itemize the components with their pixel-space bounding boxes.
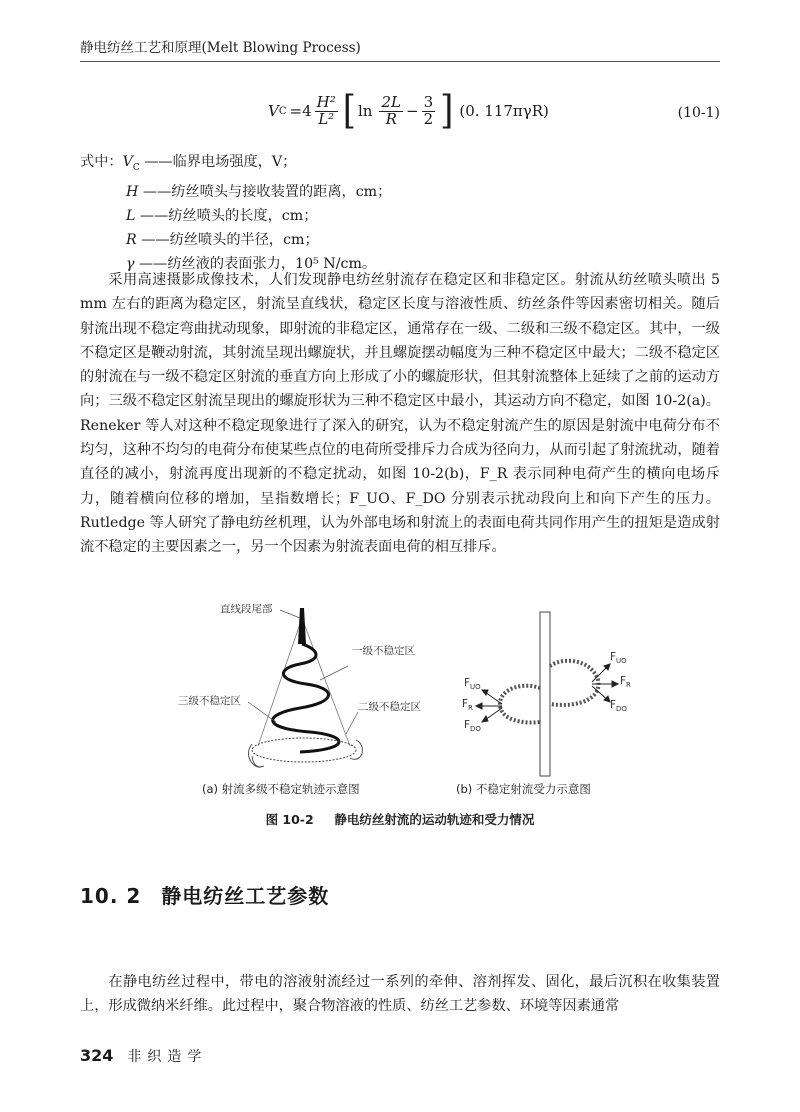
leader-tail [280,610,300,618]
symbol-definitions [80,150,391,276]
running-header: 静电纺丝工艺和原理(Melt Blowing Process) [80,40,361,56]
header-rule [80,61,720,62]
page-number: 324 [80,1046,114,1065]
label-fr-left-main: F [462,698,469,710]
perturbed-segment-left [500,686,540,723]
label-fdo-right-sub: DO [616,705,627,713]
eq-left-bracket: [ [342,88,356,134]
def-symbol: L [126,207,136,224]
eq-frac1-den: L² [318,109,335,128]
subcaption-b: (b) 不稳定射流受力示意图 [456,782,591,796]
eq-ln: ln [358,102,373,120]
figure-caption [0,810,800,828]
eq-lhs: V [268,102,279,120]
label-fdo-left-sub: DO [470,725,481,733]
label-fr-right-main: F [620,675,627,687]
label-fdo-left [464,719,481,733]
label-fr-right-sub: R [626,681,631,689]
eq-lhs-sub: C [278,105,287,117]
def-text: ——纺丝喷头的半径，cm； [136,231,319,248]
primary-spiral [273,644,339,752]
label-fdo-left-main: F [464,719,471,731]
label-fuo-left [464,677,481,691]
caption-number: 图 10-2 [265,812,314,827]
section-title: 静电纺丝工艺参数 [161,884,330,908]
label-fuo-left-sub: UO [470,683,481,691]
figure-10-2 [160,604,660,800]
eq-frac1-num: H² [316,92,336,111]
definition-row [80,228,391,252]
label-fr-left-sub: R [468,704,473,712]
def-symbol: V [122,154,133,170]
def-symbol: γ [126,255,135,272]
label-fr-right [620,675,631,689]
figure-a-diagram [178,604,421,796]
body-paragraph-2: 在静电纺丝过程中，带电的溶液射流经过一系列的牵伸、溶剂挥发、固化，最后沉积在收集装置上，形成微纳米纤维。此过程中，聚合物溶液的性质、纺丝工艺参数、环境等因素通常 [80,974,720,1015]
definition-row [80,180,391,204]
book-title: 非织造学 [127,1049,208,1065]
eq-tail: (0. 117πγR) [459,102,549,120]
subcaption-a: (a) 射流多级不稳定轨迹示意图 [202,782,360,796]
definition-row [80,204,391,228]
definition-row [80,150,391,180]
label-fuo-left-main: F [464,677,471,689]
label-second-instability: 二级不稳定区 [358,701,421,713]
straight-jet-tail [298,608,306,644]
perturbed-segment-right [550,661,598,705]
eq-frac-h-l [315,92,338,128]
definitions-intro: 式中： [80,154,123,170]
def-symbol: R [126,231,137,248]
eq-frac-3-2 [422,92,436,128]
def-text: ——纺丝喷头与接收装置的距离，cm； [138,183,392,200]
jet-column [540,612,550,776]
label-first-instability: 一级不稳定区 [352,645,415,657]
label-straight-tail: 直线段尾部 [220,604,273,615]
equation-10-1 [268,86,549,136]
tertiary-coil-left [248,744,264,767]
body-paragraph-1: 采用高速摄影成像技术，人们发现静电纺丝射流存在稳定区和非稳定区。射流从纺丝喷头喷出 5 mm 左右的距离为稳定区，射流呈直线状，稳定区长度与溶液性质、纺丝条件等因素密切相关。随后射流出现不稳定弯曲扰动现象，即射流的非稳定区，通常存在一级、二级和三级不稳定区。其中，一级不稳定区是鞭动射流，其射流呈现出螺旋状，并且螺旋摆动幅度为三种不稳定区中最大；二级不稳定区的射流在与一级不稳定区射流的垂直方向上形成了小的螺旋形状，但其射流整体上延续了之前的运动方向；三级不稳定区射流呈现出的螺旋形状为三种不稳定区中最小，其运动方向不稳定，如图 10-2(a)。Reneker 等人对这种不稳定现象进行了深入的研究，认为不稳定射流产生的原因是射流中电荷分布不均匀，这种不均匀的电荷分布使某些点位的电荷所受排斥力合成为径向力，从而引起了射流扰动，随着直径的减小，射流再度出现新的不稳定扰动，如图 10-2(b)，F_R 表示同种电荷产生的横向电场斥力，随着横向位移的增加，呈指数增长；F_UO、F_DO 分别表示扰动段向上和向下产生的压力。Rutledge 等人研究了静电纺丝机理，认为外部电场和射流上的表面电荷共同作用产生的扭矩是造成射流不稳定的主要因素之一，另一个因素为射流表面电荷的相互排斥。 [80,272,720,556]
eq-frac-2l-r [379,92,403,128]
force-arrows [476,664,618,722]
cone-right-edge [302,618,350,746]
eq-frac2-den: R [385,109,397,128]
figure-b-diagram [456,612,631,796]
label-fuo-right-sub: UO [616,657,627,665]
eq-frac3-den: 2 [423,109,434,128]
def-text: ——纺丝液的表面张力，10⁵ N/cm。 [134,255,377,272]
page-footer [80,1046,207,1066]
label-third-instability: 三级不稳定区 [178,695,241,707]
eq-equals: =4 [289,102,312,120]
def-symbol-sub: C [132,162,140,173]
equation-number: (10-1) [677,105,720,121]
label-fuo-right-main: F [610,651,617,663]
label-fr-left [462,698,473,712]
eq-minus: − [405,102,419,120]
section-number: 10. 2 [80,884,142,908]
section-heading [80,880,329,909]
eq-right-bracket: ] [440,88,454,134]
label-fdo-right-main: F [610,699,617,711]
eq-frac3-num: 3 [423,92,434,111]
label-fuo-right [610,651,627,665]
label-fdo-right [610,699,627,713]
def-text: ——临界电场强度，V； [139,154,297,170]
leader-second [346,712,358,734]
def-text: ——纺丝喷头的长度，cm； [135,207,318,224]
leader-first [320,666,348,680]
def-symbol: H [126,183,139,200]
eq-frac2-num: 2L [381,92,401,111]
caption-text: 静电纺丝射流的运动轨迹和受力情况 [334,812,535,827]
